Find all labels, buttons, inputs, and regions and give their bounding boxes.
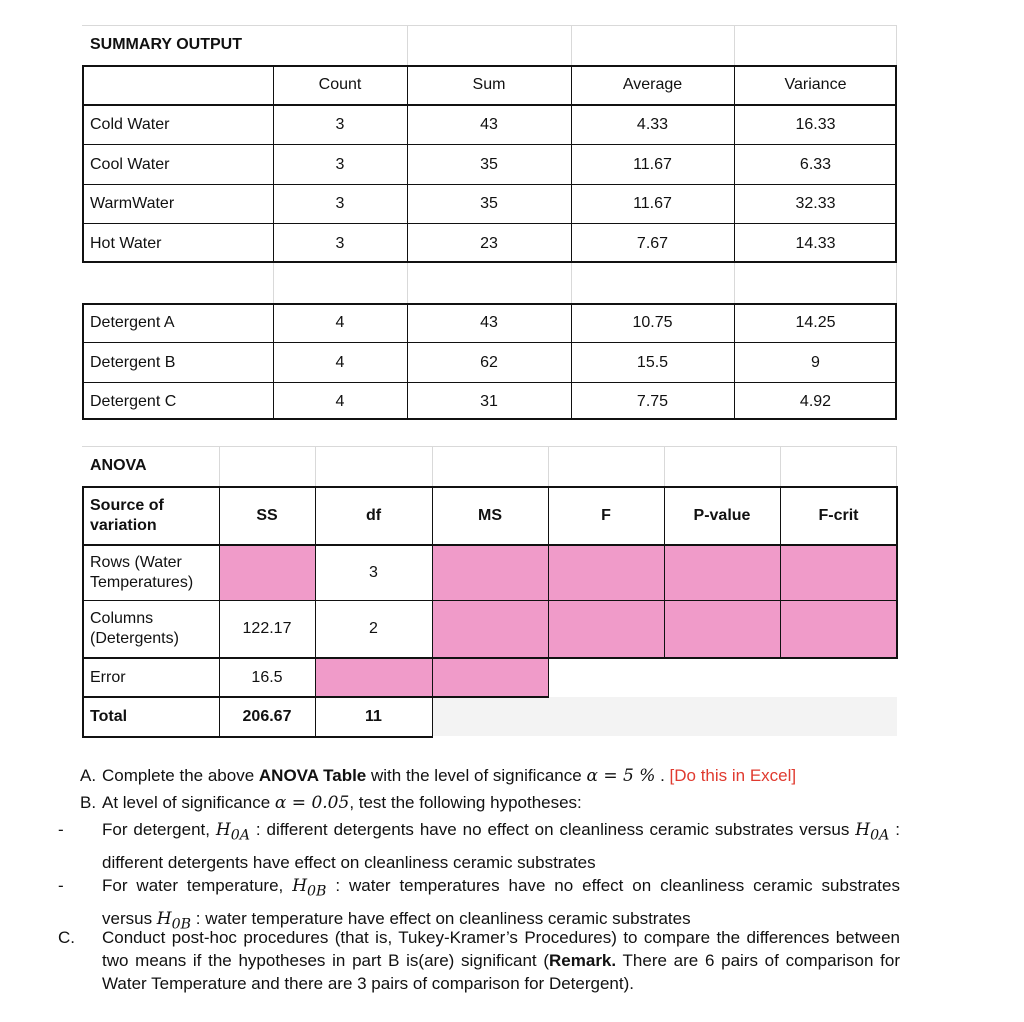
row-sum: 43 [480, 115, 498, 133]
marker: A. [80, 766, 97, 785]
text: : different detergents have effect on cleanliness ceramic substrates [102, 820, 900, 873]
row-average: 7.75 [636, 392, 669, 410]
question-a [80, 762, 900, 790]
row-count: 3 [335, 195, 345, 212]
blank-gray-area [432, 697, 897, 736]
row-variance: 32.33 [795, 195, 836, 212]
math-h: $H_{0B}$ [292, 876, 327, 900]
anova-cell-df: 2 [369, 620, 378, 637]
row-count: 3 [335, 115, 345, 133]
row-label: Detergent B [90, 353, 176, 371]
header-average: Average [622, 76, 683, 93]
answer-cell-ms-cols[interactable] [432, 601, 548, 658]
anova-header-ms: MS [478, 507, 502, 524]
anova-header-source: Source of variation [90, 497, 164, 534]
text: : different detergents have no effect on cleanliness ceramic substrates versus [249, 820, 856, 839]
row-average: 7.67 [636, 234, 669, 252]
row-average: 11.67 [633, 195, 672, 212]
row-sum: 62 [480, 353, 498, 371]
row-label: Hot Water [90, 234, 162, 252]
answer-cell-df-error[interactable] [315, 658, 432, 697]
anova-row-label: Error [90, 668, 126, 686]
answer-cell-ss-rows[interactable] [219, 545, 315, 601]
row-label: Detergent C [90, 392, 177, 410]
row-average: 11.67 [633, 155, 672, 173]
text-bold: Remark. [549, 951, 617, 970]
answer-cell-f-rows[interactable] [548, 545, 664, 601]
anova-cell-df: 11 [365, 708, 382, 725]
anova-header-pvalue: P-value [693, 507, 751, 524]
anova-title: ANOVA [90, 457, 147, 474]
header-sum: Sum [472, 76, 506, 93]
row-sum: 31 [480, 392, 498, 410]
anova-header-ss: SS [256, 507, 278, 524]
answer-cell-p-rows[interactable] [664, 545, 780, 601]
text: with the level of significance [366, 766, 587, 785]
answer-cell-ms-error[interactable] [432, 658, 548, 697]
text: : water temperature have effect on cleanliness ceramic substrates [191, 909, 691, 929]
anova-row-label: Columns (Detergents) [90, 610, 179, 647]
row-variance: 9 [811, 353, 820, 371]
anova-header-f: F [601, 507, 611, 524]
answer-cell-f-cols[interactable] [548, 601, 664, 658]
math-h: $H_{0A}$ [215, 820, 250, 844]
question-b [80, 789, 900, 817]
row-average: 4.33 [636, 115, 669, 133]
anova-row-label: Total [90, 708, 128, 725]
row-label: Cool Water [90, 155, 170, 173]
math-alpha: α = 5 % [586, 766, 656, 786]
row-count: 4 [335, 313, 345, 331]
summary-title: SUMMARY OUTPUT [90, 36, 242, 53]
row-average: 15.5 [636, 353, 669, 371]
anova-header-df: df [365, 507, 382, 524]
math-h: $H_{0B}$ [156, 909, 192, 933]
anova-cell-ss: 122.17 [242, 620, 292, 637]
anova-cell-df: 3 [369, 564, 378, 581]
answer-cell-fcrit-cols[interactable] [780, 601, 897, 658]
question-b1 [58, 816, 900, 876]
row-count: 3 [335, 155, 345, 173]
row-label: Cold Water [90, 115, 170, 133]
text: : water temperatures have no effect on cleanliness ceramic substrates versus [102, 876, 900, 929]
row-variance: 6.33 [799, 155, 832, 173]
text: There are 6 pairs of comparison for Water Temperature and there are 3 pairs of comparison for Detergent). [102, 951, 900, 993]
anova-cell-ss: 16.5 [251, 668, 283, 686]
row-label: Detergent A [90, 313, 175, 331]
text: For detergent, [102, 820, 216, 839]
text: . [655, 766, 670, 785]
text: Complete the above [102, 766, 259, 785]
row-variance: 16.33 [795, 115, 836, 133]
header-variance: Variance [784, 76, 847, 93]
row-label: WarmWater [90, 195, 175, 212]
row-count: 4 [335, 353, 345, 371]
answer-cell-p-cols[interactable] [664, 601, 780, 658]
row-sum: 23 [480, 234, 498, 252]
anova-row-label: Rows (Water Temperatures) [90, 554, 194, 591]
row-variance: 4.92 [799, 392, 832, 410]
row-variance: 14.25 [795, 313, 836, 331]
marker: C. [58, 928, 75, 947]
text: Conduct post-hoc procedures (that is, Tukey-Kramer’s Procedures) to compare the differences between two means if the hypotheses in part B is(are) significant ( [102, 928, 900, 970]
row-average: 10.75 [632, 313, 673, 331]
text: , test the following hypotheses: [349, 793, 582, 812]
answer-cell-fcrit-rows[interactable] [780, 545, 897, 601]
row-sum: 43 [480, 313, 498, 331]
row-count: 3 [335, 234, 345, 252]
answer-cell-ms-rows[interactable] [432, 545, 548, 601]
math-alpha: α = 0.05 [274, 793, 350, 813]
anova-cell-ss: 206.67 [242, 708, 292, 725]
question-c [58, 926, 900, 995]
row-count: 4 [335, 392, 345, 410]
excel-note: [Do this in Excel] [669, 766, 797, 785]
marker: - [58, 876, 64, 895]
marker: B. [80, 793, 97, 812]
marker: - [58, 820, 64, 839]
math-h: $H_{0A}$ [855, 820, 890, 844]
text: For water temperature, [102, 876, 293, 895]
anova-header-fcrit: F-crit [818, 507, 859, 524]
text-bold: ANOVA Table [258, 766, 367, 785]
row-variance: 14.33 [795, 234, 836, 252]
text: At level of significance [102, 793, 275, 812]
row-sum: 35 [480, 195, 498, 212]
header-count: Count [318, 76, 362, 93]
row-sum: 35 [480, 155, 498, 173]
